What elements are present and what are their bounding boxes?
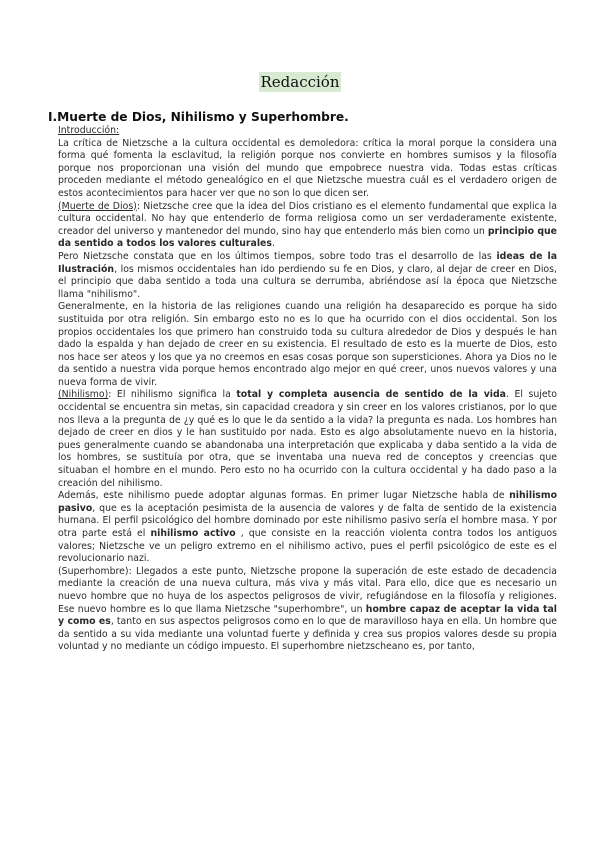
- document-body: [58, 125, 557, 654]
- superhombre-text-2: , tanto en sus aspectos peligrosos como en lo que de maravilloso haya en ella. Un hombre que da sentido a su vida mediante una voluntad fuerte y definida y crea sus propios valores desde su propia voluntad y no mediante un código impuesto. El superhombre nietzscheano es, por tanto,: [58, 616, 557, 653]
- ademas-text-2: , que es la aceptación pesimista de la ausencia de valores y de falta de sentido de la existencia humana. El perfil psicológico del hombre dominado por este nihilismo pasivo sería el hombre masa. Y por otra parte está el: [58, 502, 557, 539]
- nihilismo-text-2: . El sujeto occidental se encuentra sin metas, sin capacidad creadora y sin creer en los valores cristianos, por lo que nos lleva a la pregunta de ¿y qué es lo que le da sentido a la vida? la pregunta es nada. Los hombres han dejado de creer en dios y le han sustituido por nada. Esto es algo absolutamente nuevo en la historia, pues generalmente cuando se abandonaba una interpretación que explicaba y daba sentido a la vida de los hombres, se sustituía por otra, que se inventaba una nueva red de conceptos y creencias que situaban el hombre en el mundo. Pero esto no ha ocurrido con la cultura occidental y ha dado paso a la creación del nihilismo.: [58, 389, 557, 489]
- superhombre-text-1: : Llegados a este punto, Nietzsche propone la superación de este estado de decadencia mediante la creación de una nueva cultura, más viva y más vital. Para ello, dice que es necesario un nuevo hombre que no huya de los aspectos peligrosos de vivir, refugiándose en la filosofía y religiones. Ese nuevo hombre es lo que llama Nietzsche "superhombre", un: [58, 565, 557, 615]
- paragraph-nihilismo: [58, 389, 557, 490]
- muerte-text-2: .: [271, 238, 275, 250]
- nihilismo-text-1: : El nihilismo significa la: [108, 389, 237, 401]
- paragraph-generalmente: Generalmente, en la historia de las religiones cuando una religión ha desaparecido es porque ha sido sustituida por otra religión. Sin embargo esto no es lo que ha ocurrido con el dios occidental. Son los propios occidentales los que primero han construido toda su cultura alrededor de Dios y después le han dado la espalda y han dejado de creer en su existencia. El resultado de esto es la muerte de Dios, esto nos hace ser ateos y los que ya no creemos en esas cosas porque son supersticiones. Ahora ya Dios no le da sentido a nuestra vida porque hemos encontrado algo mejor en qué creer, unos nuevos valores y una nueva forma de vivir.: [58, 301, 557, 388]
- muerte-bold: principio que da sentido a todos los valores culturales: [58, 225, 557, 250]
- paragraph-pero: [58, 251, 557, 301]
- paragraph-intro: La crítica de Nietzsche a la cultura occidental es demoledora: crítica la moral porque la considera una forma qué fomenta la esclavitud, la religión porque nos convierte en hombres sumisos y la filosofía porque nos proporcionan una visión del mundo que empobrece nuestra vida. Todas estas críticas proceden mediante el método genealógico en el que Nietzsche muestra cuál es el verdadero origen de estos acontecimientos para hacer ver que no son lo que dicen ser.: [58, 137, 557, 199]
- section-heading: I.Muerte de Dios, Nihilismo y Superhombre.: [48, 110, 349, 124]
- intro-label: Introducción:: [58, 125, 120, 136]
- ademas-text-1: Además, este nihilismo puede adoptar algunas formas. En primer lugar Nietzsche habla de: [58, 490, 510, 502]
- paragraph-superhombre: [58, 566, 557, 654]
- superhombre-label: (Superhombre): [58, 565, 129, 577]
- paragraph-muerte-de-dios: [58, 201, 557, 251]
- muerte-text-1: : Nietzsche cree que la idea del Dios cristiano es el elemento fundamental que explica la cultura occidental. No hay que entenderlo de forma religiosa como un ser verdaderamente existente, creador del universo y mantenedor del mundo, sino hay que entenderlo más bien como un: [58, 200, 557, 237]
- paragraph-ademas: [58, 490, 557, 566]
- ademas-bold-1: nihilismo pasivo: [58, 490, 557, 514]
- nihilismo-label: (Nihilismo): [58, 389, 109, 401]
- intro-label-line: [58, 125, 557, 138]
- page-title: Redacción: [260, 73, 340, 91]
- pero-text-2: , los mismos occidentales han ido perdiendo su fe en Dios, y claro, al dejar de creer en Dios, el principio que daba sentido a toda una cultura se derrumba, abriéndose así la época que Nietzsche llama "nihilismo".: [58, 263, 557, 300]
- title-container: [0, 72, 600, 92]
- ademas-text-3: , que consiste en la reacción violenta contra todos los antiguos valores; Nietzsche ve un peligro extremo en el nihilismo activo, pues el perfil psicológico de este es el revolucionario nazi.: [58, 528, 557, 565]
- muerte-label: (Muerte de Dios): [58, 200, 137, 212]
- nihilismo-bold: total y completa ausencia de sentido de la vida: [236, 389, 506, 401]
- pero-bold: ideas de la Ilustración: [58, 250, 558, 275]
- superhombre-bold: hombre capaz de aceptar la vida tal y como es: [58, 603, 557, 628]
- ademas-bold-2: nihilismo activo: [150, 528, 236, 539]
- pero-text-1: Pero Nietzsche constata que en los últimos tiempos, sobre todo tras el desarrollo de las: [58, 250, 497, 262]
